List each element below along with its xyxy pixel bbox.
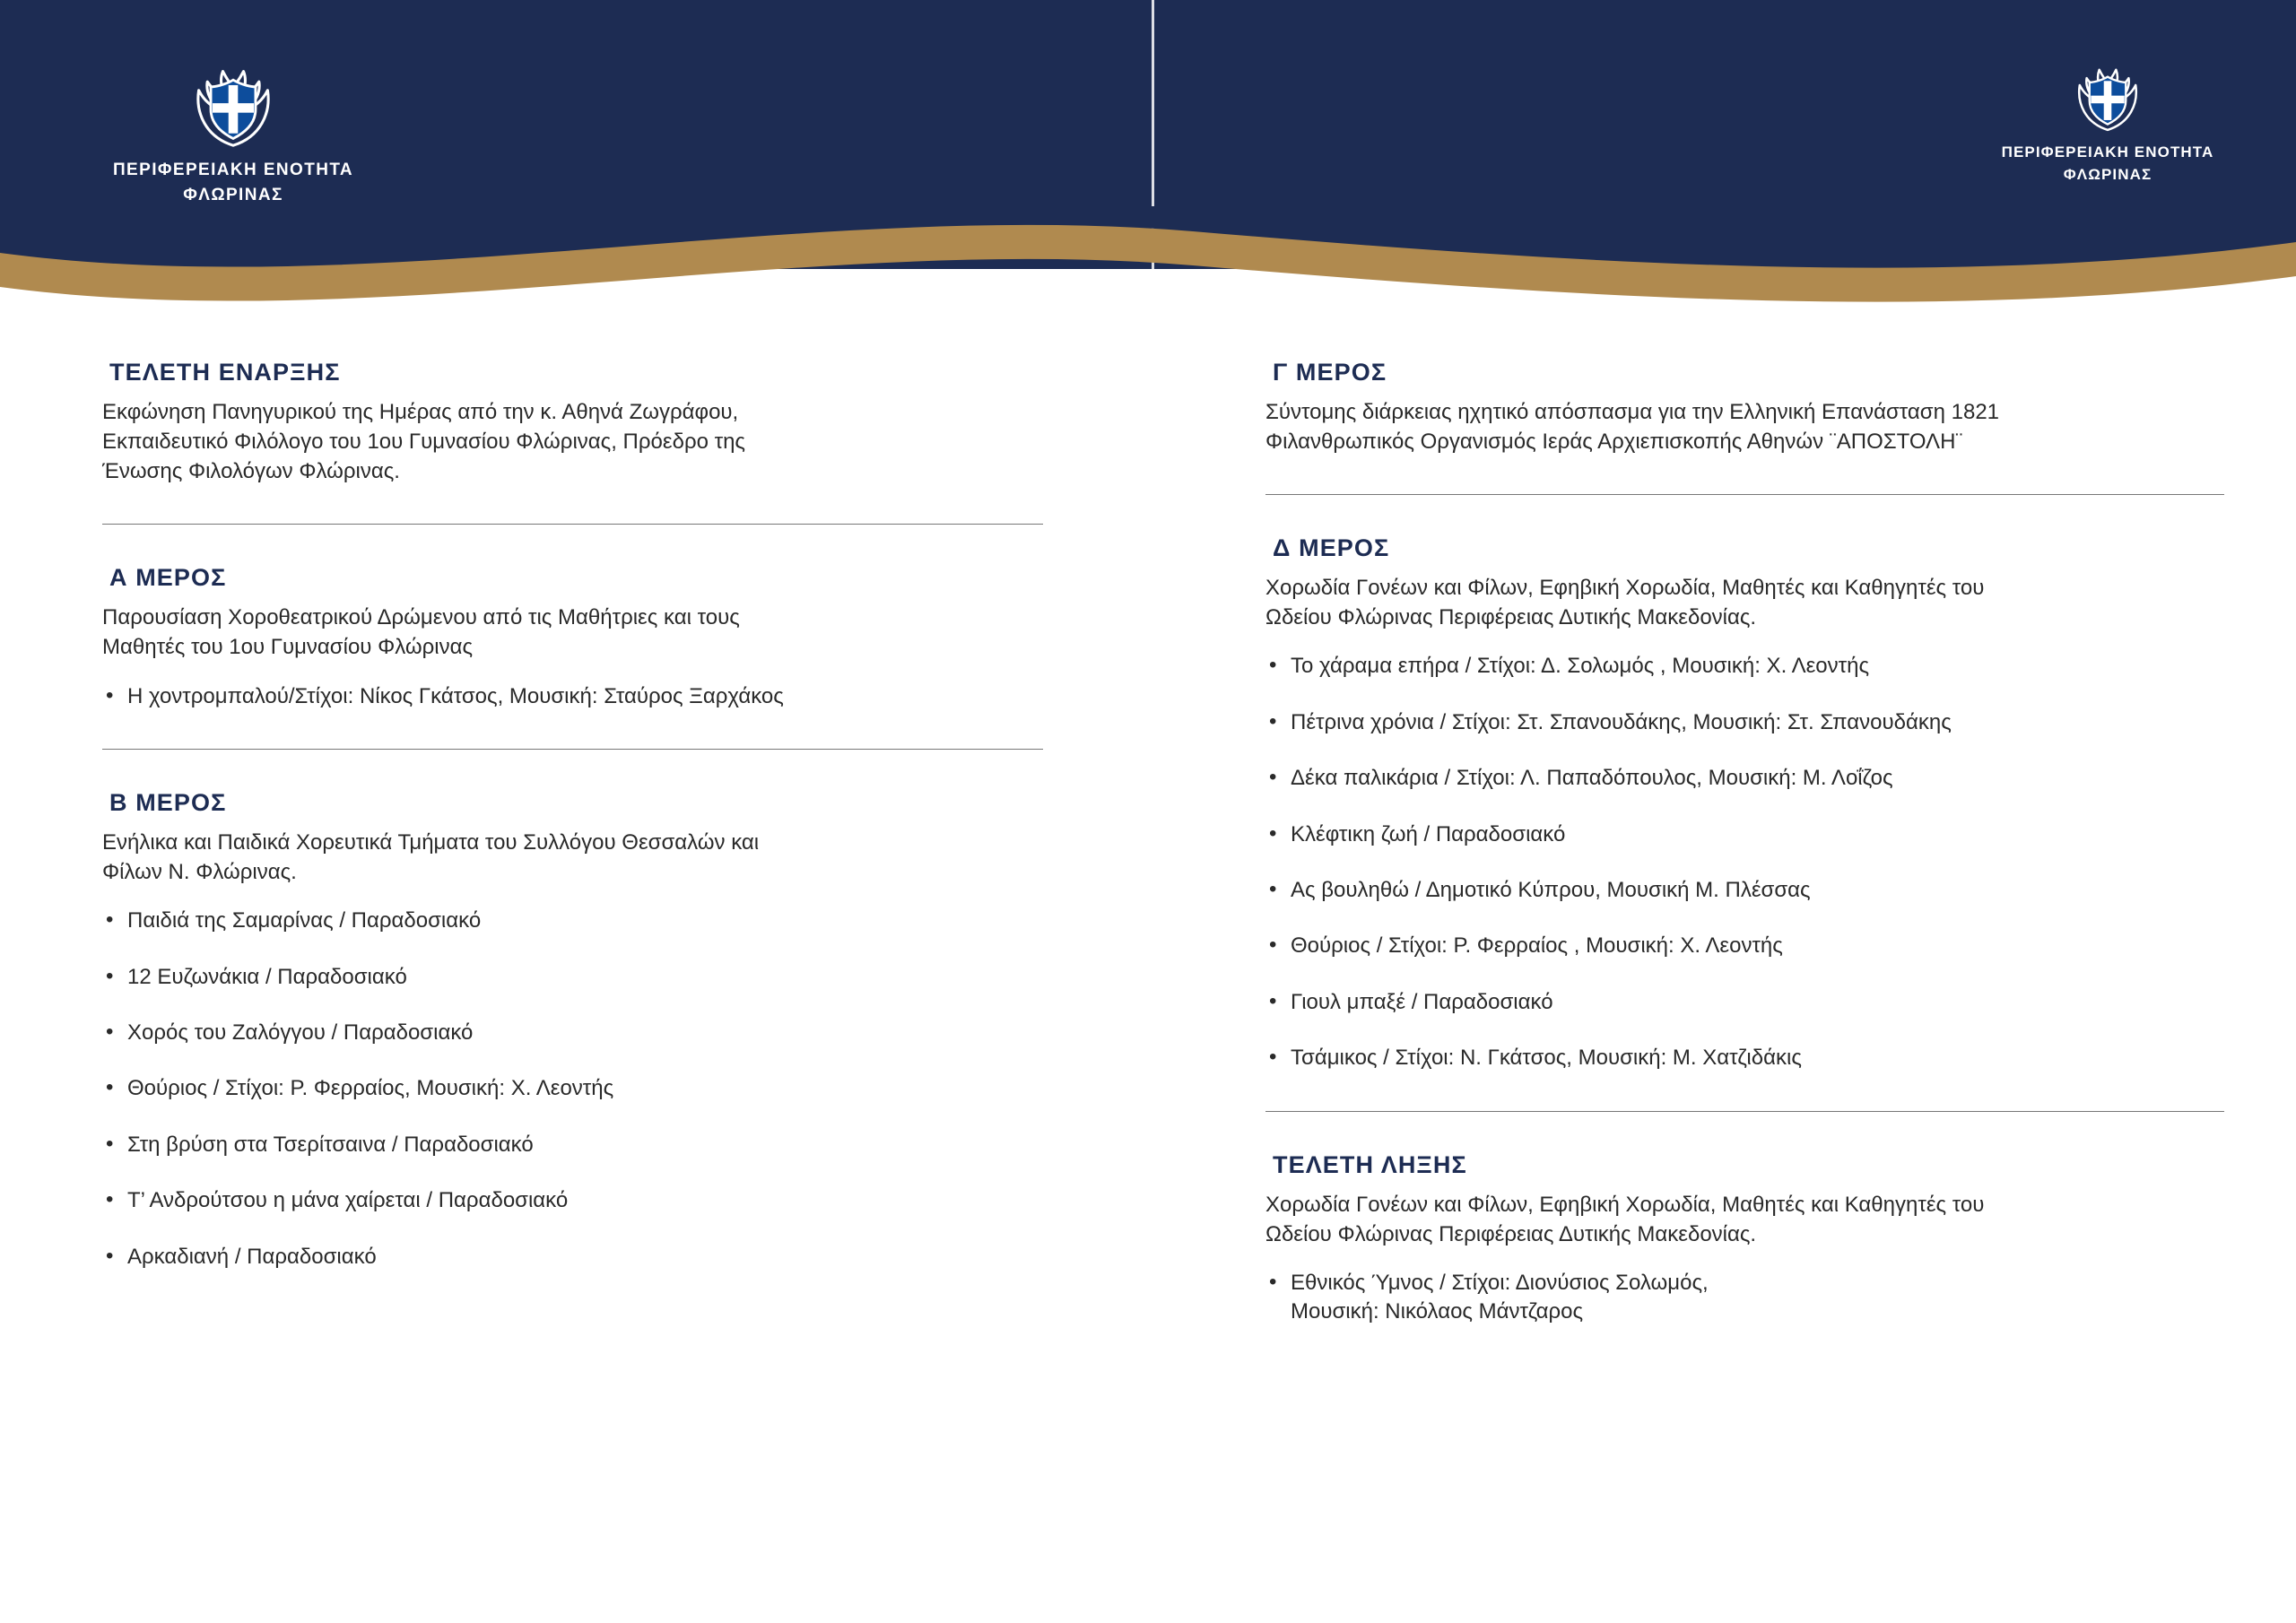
section-title: Α ΜΕΡΟΣ [109,564,227,592]
header-band [0,0,2296,305]
section-description [102,603,1008,662]
description-line: Εκπαιδευτικό Φιλόλογο του 1ου Γυμνασίου Φλώρινας, Πρόεδρο της [102,430,745,455]
section-divider [102,749,1043,750]
section-title: Δ ΜΕΡΟΣ [1273,534,1390,562]
section-part-c [1260,359,2224,456]
logo-right-title-line2: ΦΛΩΡΙΝΑΣ [2063,165,2152,183]
list-item: • Αρκαδιανή / Παραδοσιακό [102,1243,1043,1271]
section-part-d [1260,534,2224,1072]
part-d-item-list [1260,652,2224,1072]
list-item: • Γιουλ μπαξέ / Παραδοσιακό [1265,988,2224,1017]
logo-right-title [1955,142,2260,186]
section-divider [102,524,1043,525]
left-column [97,359,1043,1298]
logo-left [81,63,386,207]
list-item: • Κλέφτικη ζωή / Παραδοσιακό [1265,820,2224,849]
description-line: Φίλων Ν. Φλώρινας. [102,860,297,885]
logo-left-title-line2: ΦΛΩΡΙΝΑΣ [183,185,283,204]
section-opening-ceremony [97,359,1043,486]
list-item: • Χορός του Ζαλόγγου / Παραδοσιακό [102,1019,1043,1047]
list-item-line1: Εθνικός Ύμνος / Στίχοι: Διονύσιος Σολωμός, [1291,1270,1709,1295]
description-line: Φιλανθρωπικός Οργανισμός Ιεράς Αρχιεπισκοπής Αθηνών ¨ΑΠΟΣΤΟΛΗ¨ [1265,430,1963,455]
description-line: Χορωδία Γονέων και Φίλων, Εφηβική Χορωδία, Μαθητές και Καθηγητές του [1265,576,1985,601]
part-a-item-list [97,682,1043,711]
list-item: • Ας βουληθώ / Δημοτικό Κύπρου, Μουσική Μ. Πλέσσας [1265,876,2224,905]
description-line: Ωδείου Φλώρινας Περιφέρειας Δυτικής Μακεδονίας. [1265,1221,1757,1246]
description-line: Χορωδία Γονέων και Φίλων, Εφηβική Χορωδία, Μαθητές και Καθηγητές του [1265,1192,1985,1217]
logo-left-title-line1: ΠΕΡΙΦΕΡΕΙΑΚΗ ΕΝΟΤΗΤΑ [112,161,354,179]
section-part-b [97,789,1043,1271]
list-item: • Θούριος / Στίχοι: Ρ. Φερραίος, Μουσική: Χ. Λεοντής [102,1074,1043,1103]
logo-right [1955,63,2260,186]
logo-right-title-line1: ΠΕΡΙΦΕΡΕΙΑΚΗ ΕΝΟΤΗΤΑ [2001,143,2214,161]
list-item-line2: Μουσική: Νικόλαος Μάντζαρος [1291,1299,1584,1324]
list-item: • Τ’ Ανδρούτσου η μάνα χαίρεται / Παραδοσιακό [102,1186,1043,1215]
section-description [102,397,1008,486]
description-line: Εκφώνηση Πανηγυρικού της Ημέρας από την κ. Αθηνά Ζωγράφου, [102,400,739,424]
section-description [1265,573,2171,632]
description-line: Μαθητές του 1ου Γυμνασίου Φλώρινας [102,635,474,660]
section-closing-ceremony [1260,1151,2224,1327]
greek-coat-of-arms-icon [190,63,276,149]
list-item: • Στη βρύση στα Τσερίτσαινα / Παραδοσιακό [102,1131,1043,1159]
section-title: ΤΕΛΕΤΗ ΛΗΞΗΣ [1273,1150,1467,1178]
list-item: • Πέτρινα χρόνια / Στίχοι: Στ. Σπανουδάκης, Μουσική: Στ. Σπανουδάκης [1265,708,2224,737]
logo-left-title [81,158,386,207]
section-title: Β ΜΕΡΟΣ [109,788,227,816]
list-item: • Θούριος / Στίχοι: Ρ. Φερραίος , Μουσική: Χ. Λεοντής [1265,932,2224,960]
header-wave-decoration [0,206,2296,305]
section-divider [1265,1111,2224,1112]
right-column [1260,359,2224,1331]
part-b-item-list [97,907,1043,1271]
greek-coat-of-arms-icon [2073,63,2143,133]
description-line: Σύντομης διάρκειας ηχητικό απόσπασμα για την Ελληνική Επανάσταση 1821 [1265,400,2000,424]
list-item: • Το χάραμα επήρα / Στίχοι: Δ. Σολωμός , Μουσική: Χ. Λεοντής [1265,652,2224,681]
section-part-a [97,564,1043,711]
list-item: • Τσάμικος / Στίχοι: Ν. Γκάτσος, Μουσική: Μ. Χατζιδάκις [1265,1044,2224,1072]
section-description [1265,397,2171,456]
section-title: ΤΕΛΕΤΗ ΕΝΑΡΞΗΣ [109,359,341,386]
section-description [102,828,1008,887]
section-description [1265,1190,2171,1249]
list-item: • 12 Ευζωνάκια / Παραδοσιακό [102,963,1043,992]
description-line: Ένωσης Φιλολόγων Φλώρινας. [102,459,400,484]
description-line: Ενήλικα και Παιδικά Χορευτικά Τμήματα του Συλλόγου Θεσσαλών και [102,829,760,855]
list-item: • Δέκα παλικάρια / Στίχοι: Λ. Παπαδόπουλος, Μουσική: Μ. Λοΐζος [1265,764,2224,793]
closing-item-list [1260,1269,2224,1327]
section-title: Γ ΜΕΡΟΣ [1273,359,1387,386]
list-item: • Η χοντρομπαλού/Στίχοι: Νίκος Γκάτσος, Μουσική: Σταύρος Ξαρχάκος [102,682,1043,711]
list-item [1265,1269,2224,1327]
description-line: Παρουσίαση Χοροθεατρικού Δρώμενου από τις Μαθήτριες και τους [102,605,740,630]
list-item: • Παιδιά της Σαμαρίνας / Παραδοσιακό [102,907,1043,935]
description-line: Ωδείου Φλώρινας Περιφέρειας Δυτικής Μακεδονίας. [1265,605,1757,630]
section-divider [1265,494,2224,495]
